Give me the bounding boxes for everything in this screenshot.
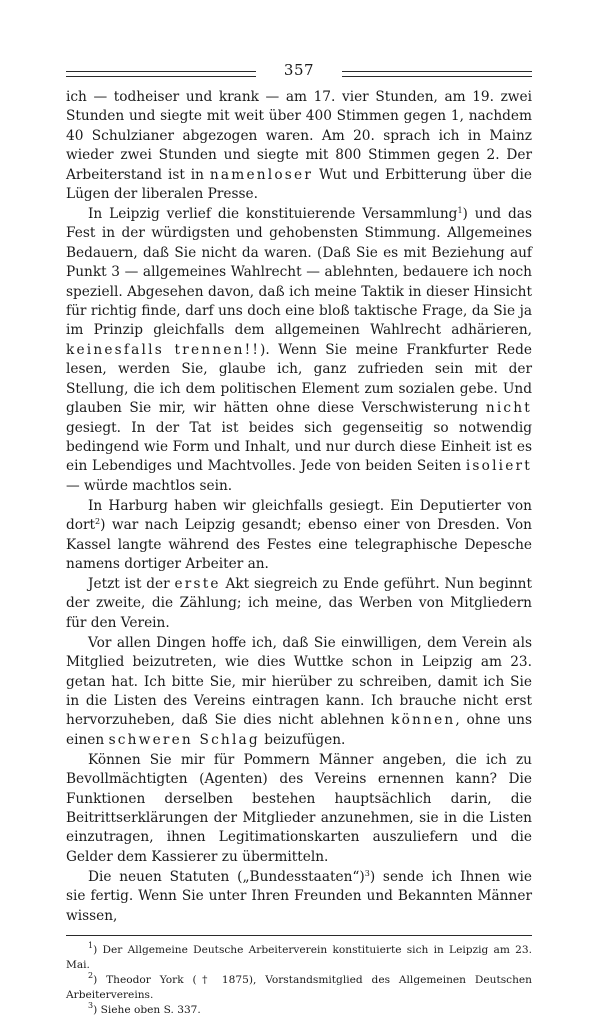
text-run: ) war nach Leipzig gesandt; ebenso einer von Dresden. Von Kassel langte während des Festes eine telegraphische Depesche namens dortiger Arbeiter an. — [66, 517, 532, 572]
footnote — [66, 943, 532, 973]
text-run: In Harburg haben wir gleichfalls gesiegt. Ein Deputierter von dort — [66, 497, 532, 534]
text-run: Jetzt ist der — [88, 575, 175, 592]
book-page — [66, 56, 532, 1018]
text-run: ) sende ich Ihnen wie sie fertig. Wenn Sie unter Ihren Freunden und Bekannten Männer wissen, — [66, 868, 532, 924]
paragraph — [66, 868, 532, 926]
footnote-marker: 1 — [457, 206, 463, 216]
footnote-marker: 3 — [364, 868, 370, 878]
text-run: ) und das Fest in der würdigsten und gehobensten Stimmung. Allgemeines Bedauern, daß Sie nicht da waren. (Daß Sie es mit Beziehung auf Punkt 3 — allgemeines Wahlrecht — ablehnten, bedauere ich noch speziell. Abgesehen davon, daß ich meine Taktik in dieser Hinsicht für richtig finde, darf uns doch eine bloß taktische Frage, da Sie ja im Prinzip gleichfalls dem allgemeinen Wahlrecht adhärieren, — [66, 206, 532, 339]
paragraph — [66, 497, 532, 575]
paragraph — [66, 205, 532, 496]
page-number: 357 — [283, 61, 315, 79]
footnote-text: ) Der Allgemeine Deutsche Arbeiterverein konstituierte sich in Leipzig am 23. Mai. — [66, 944, 532, 972]
text-run: — würde machtlos sein. — [66, 477, 233, 494]
paragraph — [66, 634, 532, 750]
footnote-number: 2 — [88, 971, 94, 981]
page-header — [66, 56, 532, 88]
text-run: ich — todheiser und krank — am 17. vier Stunden, am 19. zwei Stunden und siegte mit weit über 400 Stimmen gegen 1, nachdem 40 Schulzianer abgezogen waren. Am 20. sprach ich in Mainz wieder zwei Stunden und siegte mit 800 Stimmen gegen 2. Der Arbeiterstand ist in — [66, 89, 532, 183]
footnote-divider — [66, 935, 532, 936]
spaced-emphasis: namenloser — [209, 166, 314, 183]
text-run: , ohne uns einen — [66, 712, 532, 748]
text-run: Die neuen Statuten („Bundesstaaten“) — [88, 868, 365, 885]
text-run: In Leipzig verlief die konstituierende Versammlung — [88, 206, 458, 223]
text-run: Vor allen Dingen hoffe ich, daß Sie einwilligen, dem Verein als Mitglied beizutreten, wie dies Wuttke schon in Leipzig am 23. getan hat. Ich bitte Sie, mir hierüber zu schreiben, damit ich Sie in die Listen des Vereins eintragen kann. Ich brauche nicht erst hervorzuheben, daß Sie dies nicht ablehnen — [66, 634, 532, 729]
footnote — [66, 973, 532, 1003]
footnote-marker: 2 — [95, 517, 101, 527]
text-run: Wut und Erbitterung über die Lügen der liberalen Presse. — [66, 166, 532, 203]
paragraph — [66, 751, 532, 867]
text-run: Können Sie mir für Pommern Männer angeben, die ich zu Bevollmächtigten (Agenten) des Vereins ernennen kann? Die Funktionen derselben bestehen hauptsächlich darin, die Beitrittserklärungen der Mitglieder anzunehmen, sie in die Listen einzutragen, ihnen Legitimationskarten auszuliefern und die Gelder dem Kassierer zu übermitteln. — [66, 751, 532, 865]
spaced-emphasis: erste — [174, 575, 221, 592]
footnote-number: 1 — [88, 941, 94, 951]
footnote-number: 3 — [88, 1001, 94, 1011]
paragraph — [66, 575, 532, 633]
spaced-emphasis: nicht — [485, 400, 532, 417]
footnote-text: ) Siehe oben S. 337. — [93, 1004, 201, 1017]
text-run: ). Wenn Sie meine Frankfurter Rede lesen, werden Sie, glaube ich, ganz zufrieden sein mit der Stellung, die ich dem politischen Element zum sozialen gebe. Und glauben Sie mir, wir hätten ohne diese Verschwisterung — [66, 341, 532, 417]
footnotes — [66, 943, 532, 1018]
spaced-emphasis: können — [391, 712, 456, 729]
text-run: beizufügen. — [259, 731, 346, 748]
footnote-text: ) Theodor York († 1875), Vorstandsmitglied des Allgemeinen Deutschen Arbeitervereins. — [66, 974, 532, 1002]
spaced-emphasis: schweren Schlag — [108, 731, 260, 748]
spaced-emphasis: keinesfalls trennen!! — [66, 341, 261, 358]
paragraph — [66, 88, 532, 204]
letter-body — [66, 88, 532, 926]
footnote — [66, 1003, 532, 1018]
text-run: gesiegt. In der Tat ist beides sich gegenseitig so notwendig bedingend wie Form und Inhalt, und nur durch diese Einheit ist es ein Lebendiges und Machtvolles. Jede von beiden Seiten — [66, 419, 532, 475]
text-run: Akt siegreich zu Ende geführt. Nun beginnt der zweite, die Zählung; ich meine, das Werben von Mitgliedern für den Verein. — [66, 575, 532, 631]
spaced-emphasis: isoliert — [465, 458, 532, 475]
header-rule-right — [342, 71, 532, 77]
